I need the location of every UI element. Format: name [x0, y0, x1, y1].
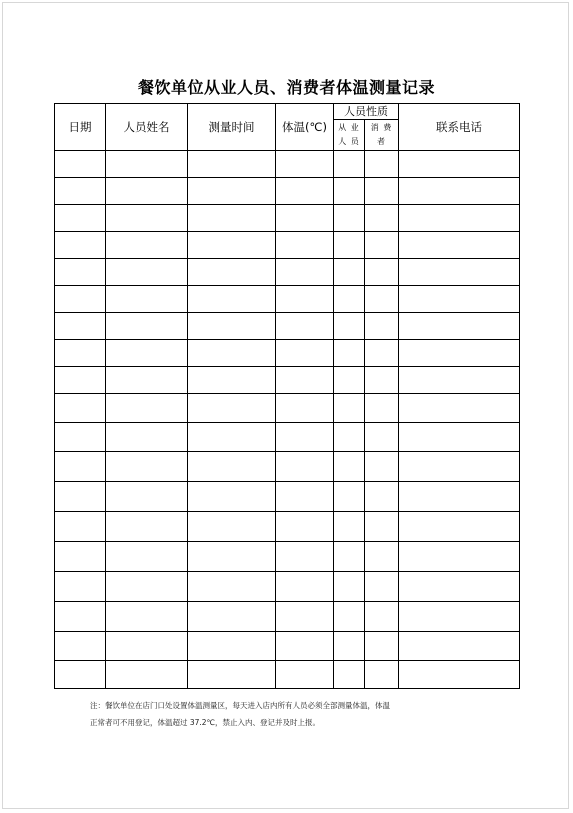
- date-cell: [55, 259, 106, 286]
- phone-cell: [399, 482, 520, 512]
- consumer-header-line1: 消 费: [370, 123, 393, 132]
- temperature-cell: [276, 232, 334, 259]
- date-cell: [55, 151, 106, 178]
- phone-cell: [399, 286, 520, 313]
- temperature-cell: [276, 340, 334, 367]
- temperature-cell: [276, 178, 334, 205]
- date-cell: [55, 452, 106, 482]
- table-row: [55, 286, 520, 313]
- consumer-header-line2: 者: [377, 137, 386, 146]
- name-cell: [106, 602, 188, 632]
- table-row: [55, 542, 520, 572]
- consumer-cell: [365, 423, 399, 452]
- time-cell: [188, 205, 276, 232]
- date-cell: [55, 205, 106, 232]
- name-cell: [106, 632, 188, 661]
- temperature-cell: [276, 151, 334, 178]
- consumer-cell: [365, 232, 399, 259]
- consumer-cell: [365, 602, 399, 632]
- time-cell: [188, 452, 276, 482]
- consumer-cell: [365, 286, 399, 313]
- name-cell: [106, 572, 188, 602]
- time-cell: [188, 632, 276, 661]
- name-cell: [106, 542, 188, 572]
- staff-cell: [334, 661, 365, 689]
- consumer-cell: [365, 394, 399, 423]
- phone-cell: [399, 151, 520, 178]
- footnote-line-2: 正常者可不用登记，体温超过 37.2℃，禁止入内、登记并及时上报。: [90, 718, 321, 727]
- consumer-cell: [365, 482, 399, 512]
- date-cell: [55, 602, 106, 632]
- staff-cell: [334, 151, 365, 178]
- time-cell: [188, 286, 276, 313]
- staff-header-line2: 人 员: [338, 137, 360, 146]
- name-cell: [106, 340, 188, 367]
- date-cell: [55, 394, 106, 423]
- temperature-cell: [276, 661, 334, 689]
- temperature-cell: [276, 482, 334, 512]
- time-cell: [188, 572, 276, 602]
- time-cell: [188, 423, 276, 452]
- staff-cell: [334, 286, 365, 313]
- name-cell: [106, 482, 188, 512]
- staff-cell: [334, 313, 365, 340]
- date-cell: [55, 178, 106, 205]
- name-cell: [106, 313, 188, 340]
- table-row: [55, 394, 520, 423]
- name-cell: [106, 367, 188, 394]
- phone-cell: [399, 259, 520, 286]
- name-cell: [106, 232, 188, 259]
- name-cell: [106, 259, 188, 286]
- temperature-cell: [276, 542, 334, 572]
- phone-cell: [399, 512, 520, 542]
- staff-cell: [334, 452, 365, 482]
- temperature-column-header: 体温(℃): [276, 104, 334, 151]
- consumer-cell: [365, 572, 399, 602]
- temperature-cell: [276, 602, 334, 632]
- staff-cell: [334, 512, 365, 542]
- table-row: [55, 205, 520, 232]
- date-cell: [55, 512, 106, 542]
- table-row: [55, 232, 520, 259]
- consumer-cell: [365, 661, 399, 689]
- document-title: 餐饮单位从业人员、消费者体温测量记录: [137, 78, 435, 97]
- temperature-cell: [276, 205, 334, 232]
- consumer-cell: [365, 178, 399, 205]
- staff-cell: [334, 232, 365, 259]
- temperature-cell: [276, 313, 334, 340]
- name-cell: [106, 452, 188, 482]
- time-cell: [188, 259, 276, 286]
- name-cell: [106, 394, 188, 423]
- name-cell: [106, 423, 188, 452]
- phone-cell: [399, 313, 520, 340]
- name-cell: [106, 286, 188, 313]
- temperature-cell: [276, 423, 334, 452]
- table-row: [55, 482, 520, 512]
- staff-cell: [334, 632, 365, 661]
- time-cell: [188, 340, 276, 367]
- staff-cell: [334, 340, 365, 367]
- staff-cell: [334, 482, 365, 512]
- date-cell: [55, 313, 106, 340]
- table-row: [55, 340, 520, 367]
- consumer-cell: [365, 205, 399, 232]
- temperature-cell: [276, 259, 334, 286]
- phone-cell: [399, 178, 520, 205]
- date-cell: [55, 572, 106, 602]
- staff-column-header: [334, 120, 365, 151]
- name-column-header: 人员姓名: [106, 104, 188, 151]
- phone-cell: [399, 423, 520, 452]
- time-cell: [188, 313, 276, 340]
- temperature-cell: [276, 512, 334, 542]
- name-cell: [106, 205, 188, 232]
- consumer-cell: [365, 452, 399, 482]
- time-cell: [188, 232, 276, 259]
- consumer-cell: [365, 632, 399, 661]
- temperature-cell: [276, 572, 334, 602]
- date-cell: [55, 542, 106, 572]
- staff-cell: [334, 205, 365, 232]
- staff-header-line1: 从 业: [338, 123, 360, 132]
- temperature-log-table: [54, 103, 520, 689]
- name-cell: [106, 151, 188, 178]
- phone-cell: [399, 232, 520, 259]
- person-type-group-header: 人员性质: [334, 104, 399, 120]
- date-cell: [55, 482, 106, 512]
- consumer-cell: [365, 340, 399, 367]
- time-cell: [188, 512, 276, 542]
- time-cell: [188, 482, 276, 512]
- table-row: [55, 313, 520, 340]
- staff-cell: [334, 259, 365, 286]
- staff-cell: [334, 423, 365, 452]
- date-cell: [55, 423, 106, 452]
- table-row: [55, 178, 520, 205]
- phone-column-header: 联系电话: [399, 104, 520, 151]
- phone-cell: [399, 602, 520, 632]
- time-cell: [188, 542, 276, 572]
- table-row: [55, 259, 520, 286]
- date-cell: [55, 340, 106, 367]
- name-cell: [106, 661, 188, 689]
- temperature-cell: [276, 394, 334, 423]
- table-body: [55, 151, 520, 689]
- table-row: [55, 151, 520, 178]
- table-row: [55, 452, 520, 482]
- date-cell: [55, 286, 106, 313]
- date-cell: [55, 632, 106, 661]
- time-cell: [188, 661, 276, 689]
- consumer-cell: [365, 313, 399, 340]
- date-column-header: 日期: [55, 104, 106, 151]
- temperature-cell: [276, 367, 334, 394]
- time-cell: [188, 178, 276, 205]
- staff-cell: [334, 542, 365, 572]
- time-cell: [188, 602, 276, 632]
- footnote: [90, 697, 500, 731]
- footnote-line-1: 注：餐饮单位在店门口处设置体温测量区，每天进入店内所有人员必须全部测量体温，体温: [90, 701, 390, 710]
- table-row: [55, 572, 520, 602]
- consumer-cell: [365, 542, 399, 572]
- table-row: [55, 661, 520, 689]
- date-cell: [55, 661, 106, 689]
- phone-cell: [399, 340, 520, 367]
- staff-cell: [334, 178, 365, 205]
- table-row: [55, 512, 520, 542]
- date-cell: [55, 367, 106, 394]
- staff-cell: [334, 367, 365, 394]
- table-row: [55, 632, 520, 661]
- phone-cell: [399, 542, 520, 572]
- phone-cell: [399, 632, 520, 661]
- phone-cell: [399, 572, 520, 602]
- phone-cell: [399, 452, 520, 482]
- staff-cell: [334, 602, 365, 632]
- temperature-cell: [276, 632, 334, 661]
- temperature-cell: [276, 286, 334, 313]
- staff-cell: [334, 572, 365, 602]
- name-cell: [106, 178, 188, 205]
- name-cell: [106, 512, 188, 542]
- staff-cell: [334, 394, 365, 423]
- time-cell: [188, 367, 276, 394]
- table-row: [55, 602, 520, 632]
- table-header: [55, 104, 520, 151]
- consumer-cell: [365, 512, 399, 542]
- time-cell: [188, 151, 276, 178]
- phone-cell: [399, 367, 520, 394]
- consumer-cell: [365, 259, 399, 286]
- phone-cell: [399, 205, 520, 232]
- phone-cell: [399, 661, 520, 689]
- time-cell: [188, 394, 276, 423]
- table-row: [55, 367, 520, 394]
- table-row: [55, 423, 520, 452]
- consumer-column-header: [365, 120, 399, 151]
- phone-cell: [399, 394, 520, 423]
- time-column-header: 测量时间: [188, 104, 276, 151]
- date-cell: [55, 232, 106, 259]
- consumer-cell: [365, 151, 399, 178]
- consumer-cell: [365, 367, 399, 394]
- temperature-cell: [276, 452, 334, 482]
